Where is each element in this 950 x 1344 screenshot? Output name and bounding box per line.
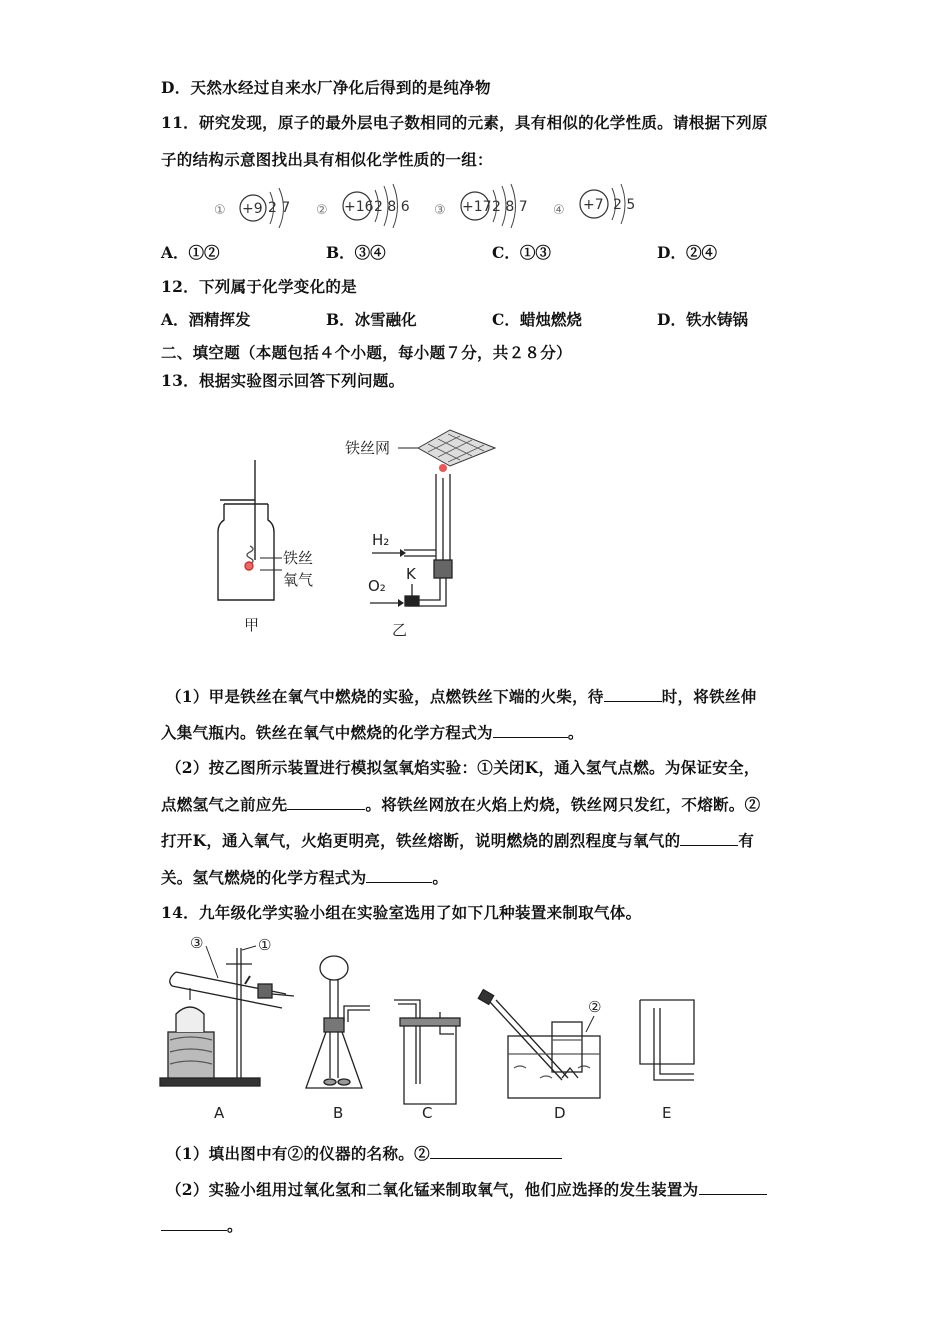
atom-shells-4: 2 5	[613, 197, 636, 213]
atom-nucleus-1: +9	[242, 201, 263, 217]
q14-part2-line1: （2）实验小组用过氧化氢和二氧化锰来制取氧气，他们应选择的发生装置为	[166, 1178, 767, 1200]
atom-structure-diagrams	[0, 178, 950, 238]
label-oxygen: 氧气	[283, 571, 314, 589]
q13-part2-line3: 打开K，通入氧气，火焰更明亮，铁丝熔断，说明燃烧的剧烈程度与氧气的 有	[161, 831, 755, 850]
q13-figure	[0, 420, 950, 660]
label-wire-mesh: 铁丝网	[345, 439, 391, 457]
q11-option-d: D．②④	[657, 243, 717, 262]
q12-option-a: A．酒精挥发	[161, 310, 251, 329]
q13-stem: 13．根据实验图示回答下列问题。	[161, 371, 405, 390]
atom-mark-4: ④	[553, 203, 565, 218]
figure-wire-mesh	[418, 430, 495, 466]
q11-option-c: C．①③	[492, 243, 551, 262]
q13-part2-line2: 点燃氢气之前应先 。将铁丝网放在火焰上灼烧，铁丝网只发红，不熔断。②	[161, 795, 761, 814]
answer-blank[interactable]	[604, 687, 662, 702]
q11-option-a: A．①②	[161, 243, 220, 262]
atom-diagram-4	[553, 184, 635, 224]
label-h2: H₂	[372, 531, 390, 549]
answer-blank[interactable]	[161, 1216, 227, 1231]
atom-nucleus-4: +7	[583, 197, 604, 213]
atom-nucleus-3: +17	[462, 199, 492, 215]
figure-yi-torch	[404, 474, 452, 606]
q12-option-b: B．冰雪融化	[326, 310, 417, 329]
q13-part2-line4: 关。氢气燃烧的化学方程式为 。	[161, 868, 449, 887]
label-c: C	[422, 1104, 433, 1122]
atom-mark-3: ③	[434, 203, 446, 218]
q13-part2-line1: （2）按乙图所示装置进行模拟氢氧焰实验：①关闭K，通入氢气点燃。为保证安全，	[166, 758, 760, 777]
q14-stem: 14．九年级化学实验小组在实验室选用了如下几种装置来制取气体。	[161, 903, 642, 922]
label-b: B	[333, 1104, 344, 1122]
label-iron-wire: 铁丝	[283, 549, 314, 567]
label-k: K	[406, 565, 416, 583]
atom-nucleus-2: +16	[344, 199, 374, 215]
atom-diagram-2	[316, 184, 410, 228]
label-a: A	[214, 1104, 225, 1122]
mark-3: ③	[190, 934, 204, 952]
q12-stem: 12．下列属于化学变化的是	[161, 277, 357, 296]
q11-option-b: B．③④	[326, 243, 386, 262]
figure-jia-gas-jar	[218, 460, 282, 600]
apparatus-a	[160, 948, 294, 1086]
label-d: D	[554, 1104, 566, 1122]
apparatus-b	[306, 956, 370, 1088]
answer-blank[interactable]	[430, 1144, 562, 1159]
mark-1: ①	[258, 936, 272, 954]
atom-shells-3: 2 8 7	[492, 199, 528, 215]
atom-shells-2: 2 8 6	[374, 199, 410, 215]
answer-blank[interactable]	[366, 868, 432, 883]
atom-mark-1: ①	[214, 203, 226, 218]
apparatus-d	[478, 990, 600, 1098]
q13-part1-line1: （1）甲是铁丝在氧气中燃烧的实验，点燃铁丝下端的火柴，待 时，将铁丝伸	[166, 687, 757, 706]
q14-apparatus-figure	[0, 928, 950, 1128]
mark-2: ②	[588, 998, 602, 1016]
apparatus-c	[394, 1000, 460, 1104]
q11-stem-line2: 子的结构示意图找出具有相似化学性质的一组：	[161, 150, 493, 169]
answer-blank[interactable]	[680, 831, 738, 846]
q12-option-d: D．铁水铸锅	[657, 310, 748, 329]
label-o2: O₂	[368, 577, 386, 595]
section-2-title: 二、填空题（本题包括４个小题，每小题７分，共２８分）	[161, 343, 572, 362]
atom-diagram-1	[214, 188, 290, 228]
label-yi: 乙	[392, 621, 408, 639]
label-jia: 甲	[244, 616, 260, 634]
q14-part2-line2: 。	[161, 1214, 243, 1236]
q14-part1: （1）填出图中有②的仪器的名称。②	[166, 1142, 562, 1164]
answer-blank[interactable]	[493, 723, 568, 738]
q13-part1-line2: 入集气瓶内。铁丝在氧气中燃烧的化学方程式为 。	[161, 723, 584, 742]
answer-blank[interactable]	[287, 795, 365, 810]
atom-diagram-3	[434, 184, 528, 228]
q11-stem-line1: 11．研究发现，原子的最外层电子数相同的元素，具有相似的化学性质。请根据下列原	[161, 113, 768, 132]
answer-blank[interactable]	[699, 1180, 767, 1195]
q12-option-c: C．蜡烛燃烧	[492, 310, 582, 329]
atom-shells-1: 2 7	[268, 200, 291, 216]
q10-option-d: D．天然水经过自来水厂净化后得到的是纯净物	[161, 78, 491, 97]
apparatus-e	[640, 1000, 694, 1080]
atom-mark-2: ②	[316, 203, 328, 218]
label-e: E	[662, 1104, 672, 1122]
